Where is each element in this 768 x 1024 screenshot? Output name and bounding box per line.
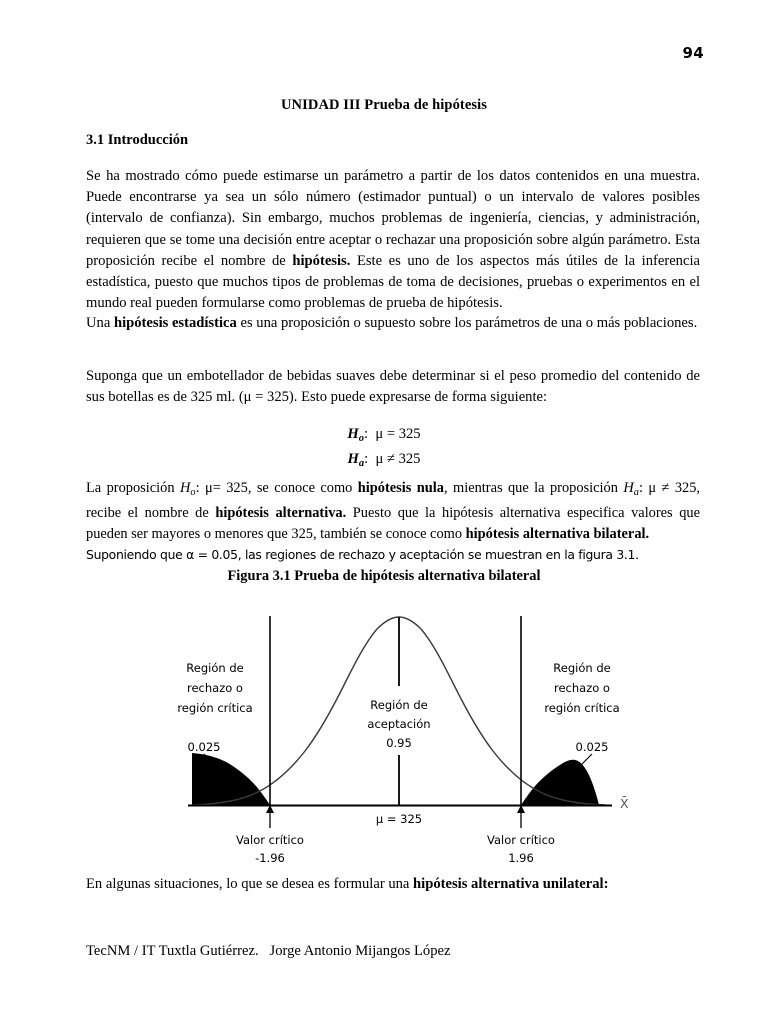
paragraph-statistical-hypothesis (86, 313, 700, 334)
page-title: UNIDAD III Prueba de hipótesis (280, 97, 488, 113)
right-region-label-line1: Región de (553, 661, 611, 675)
null-hypothesis-equation (0, 424, 768, 449)
paragraph-introduction (86, 166, 700, 314)
right-alpha-label: 0.025 (575, 740, 609, 754)
equation-expression: : μ = 325 (364, 426, 421, 442)
right-region-label-line3: región crítica (544, 701, 620, 715)
term-hipotesis-alternativa-bilateral: hipótesis alternativa bilateral. (465, 526, 650, 543)
h-subscript: o (358, 432, 364, 444)
h-symbol: H (347, 426, 359, 442)
hypothesis-test-figure (160, 596, 660, 866)
term-hipotesis-estadistica: hipótesis estadística (113, 315, 237, 331)
page-footer: TecNM / IT Tuxtla Gutiérrez. Jorge Antonio Mijangos López (86, 943, 451, 959)
paragraph-unilateral (86, 874, 700, 895)
alpha-leader-arrows (204, 754, 592, 786)
paragraph-bottler-example: Suponga que un embotellador de bebidas suaves debe determinar si el peso promedio del contenido de sus botellas es de 325 ml. (μ = 325). Esto puede expresarse de forma siguiente: (86, 368, 700, 406)
paragraph-text: La proposición (86, 480, 180, 496)
section-heading: 3.1 Introducción (86, 132, 189, 148)
h-subscript: o (190, 486, 196, 498)
h-symbol: H (347, 450, 359, 467)
figure-caption: Figura 3.1 Prueba de hipótesis alternativa bilateral (227, 568, 541, 584)
hypothesis-equations (0, 424, 768, 474)
left-critical-value: -1.96 (255, 851, 285, 865)
h-symbol: H (179, 480, 191, 496)
left-region-label-line1: Región de (186, 661, 244, 675)
paragraph-text: Este es uno de los aspectos más útiles de la inferencia estadística, puesto que muchos tipos de problemas de toma de decisiones, pruebas o experimentos en el mundo real pueden formularse como problemas de prueba de hipótesis. (86, 252, 700, 312)
term-hipotesis-alternativa-unilateral: hipótesis alternativa unilateral: (413, 876, 609, 892)
right-rejection-area (521, 760, 599, 805)
equation-expression: : μ ≠ 325 (364, 450, 421, 467)
term-hipotesis: hipótesis. (292, 252, 351, 269)
paragraph-text: , mientras que la proposición (444, 480, 624, 496)
paragraph-alpha-note: Suponiendo que α = 0.05, las regiones de rechazo y aceptación se muestran en la figura 3.1. (86, 546, 639, 562)
acceptance-region-label-line1: Región de (370, 698, 428, 712)
left-region-label-line3: región crítica (177, 701, 253, 715)
paragraph-text: Se ha mostrado cómo puede estimarse un parámetro a partir de los datos contenidos en una muestra. Puede encontrarse ya sea un sólo número (estimador puntual) o un intervalo de valores posibles (intervalo de confianza). Sin embargo, muchos problemas de ingeniería, ciencias, y administración, requieren que se tome una decisión entre aceptar o rechazar una proposición sobre algún parámetro. Esta proposición recibe el nombre de (86, 168, 700, 269)
x-axis-label: X̄ (620, 796, 629, 811)
paragraph-text: En algunas situaciones, lo que se desea es formular una (86, 876, 414, 892)
term-hipotesis-nula: hipótesis nula (357, 480, 444, 496)
paragraph-text: : μ= 325, se conoce como (195, 480, 358, 496)
h-symbol: H (623, 480, 634, 496)
alternative-hypothesis-equation (0, 449, 768, 474)
paragraph-hypothesis-explanation (86, 478, 700, 565)
acceptance-region-label-line2: aceptación (367, 717, 431, 731)
right-critical-value: 1.96 (508, 851, 534, 865)
term-hipotesis-alternativa: hipótesis alternativa. (215, 505, 347, 522)
h-subscript: a (358, 457, 365, 469)
page-number: 94 (682, 44, 704, 62)
h-subscript: a (633, 486, 639, 498)
paragraph-text: : μ ≠ 325, recibe el nombre de (86, 480, 701, 522)
left-region-label-line2: rechazo o (187, 681, 243, 695)
right-critical-label: Valor crítico (487, 833, 555, 847)
mean-label: μ = 325 (375, 812, 423, 826)
left-alpha-label: 0.025 (187, 740, 221, 754)
acceptance-region-value: 0.95 (386, 736, 412, 750)
right-region-label-line2: rechazo o (554, 681, 610, 695)
paragraph-text: Una (86, 315, 114, 331)
paragraph-text: es una proposición o supuesto sobre los parámetros de una o más poblaciones. (236, 315, 698, 331)
left-critical-label: Valor crítico (236, 833, 304, 847)
paragraph-text: Puesto que la hipótesis alternativa especifica valores que pueden ser mayores o menores que 325, también se conoce como (86, 505, 701, 543)
